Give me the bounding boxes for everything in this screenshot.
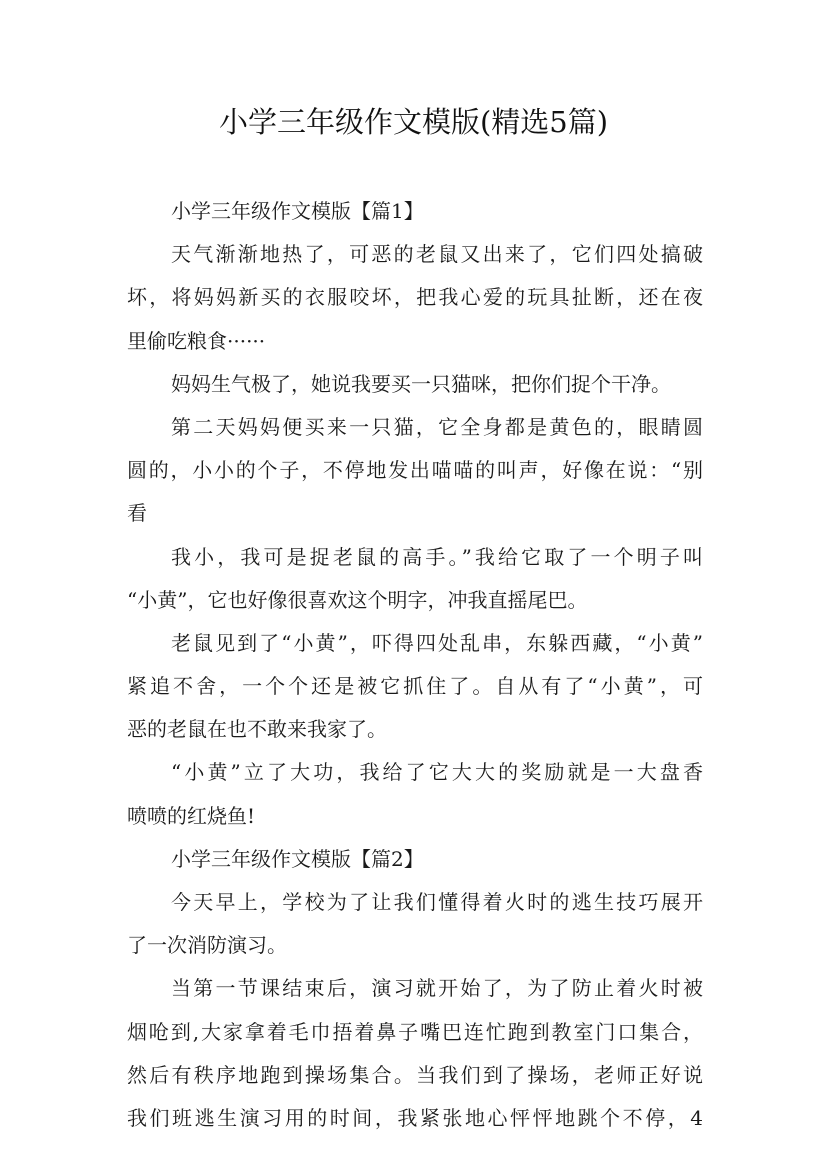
paragraph-line: 坏，将妈妈新买的衣服咬坏，把我心爱的玩具扯断，还在夜 [127,285,703,310]
paragraph-line: 第二天妈妈便买来一只猫，它全身都是黄色的，眼睛圆 [171,414,703,439]
paragraph-line: “小黄”，它也好像很喜欢这个明字，冲我直摇尾巴。 [127,587,588,612]
paragraph-line: 我小，我可是捉老鼠的高手。”我给它取了一个明子叫 [171,544,703,569]
section-heading-1: 小学三年级作文模版【篇1】 [171,199,424,223]
paragraph-line: 看 [127,501,147,526]
document-body [127,190,703,1140]
paragraph-line: 了一次消防演习。 [127,933,287,958]
paragraph-line: 烟呛到,大家拿着毛巾捂着鼻子嘴巴连忙跑到教室门口集合， [127,1019,703,1044]
paragraph-line: 天气渐渐地热了，可恶的老鼠又出来了，它们四处搞破 [171,242,703,267]
paragraph-line: 恶的老鼠在也不敢来我家了。 [127,717,387,742]
paragraph-line: 紧追不舍，一个个还是被它抓住了。自从有了“小黄”，可 [127,674,703,699]
document-title: 小学三年级作文模版(精选5篇) [218,105,609,139]
paragraph-line: 妈妈生气极了，她说我要买一只猫咪，把你们捉个干净。 [171,371,671,396]
paragraph-line: 然后有秩序地跑到操场集合。当我们到了操场，老师正好说 [127,1062,703,1087]
paragraph-line: 喷喷的红烧鱼! [127,803,256,828]
paragraph-line: 当第一节课结束后，演习就开始了，为了防止着火时被 [171,976,703,1001]
paragraph-line: “小黄”立了大功，我给了它大大的奖励就是一大盘香 [171,760,703,785]
paragraph-line: 老鼠见到了“小黄”，吓得四处乱串，东躲西藏，“小黄” [171,630,703,655]
paragraph-line: 我们班逃生演习用的时间，我紧张地心怦怦地跳个不停，4 [127,1105,703,1130]
paragraph-line: 里偷吃粮食······ [127,328,266,353]
paragraph-line: 今天早上，学校为了让我们懂得着火时的逃生技巧展开 [171,890,703,914]
section-heading-2: 小学三年级作文模版【篇2】 [171,846,424,871]
paragraph-line: 圆的，小小的个子，不停地发出喵喵的叫声，好像在说：“别 [127,458,703,483]
